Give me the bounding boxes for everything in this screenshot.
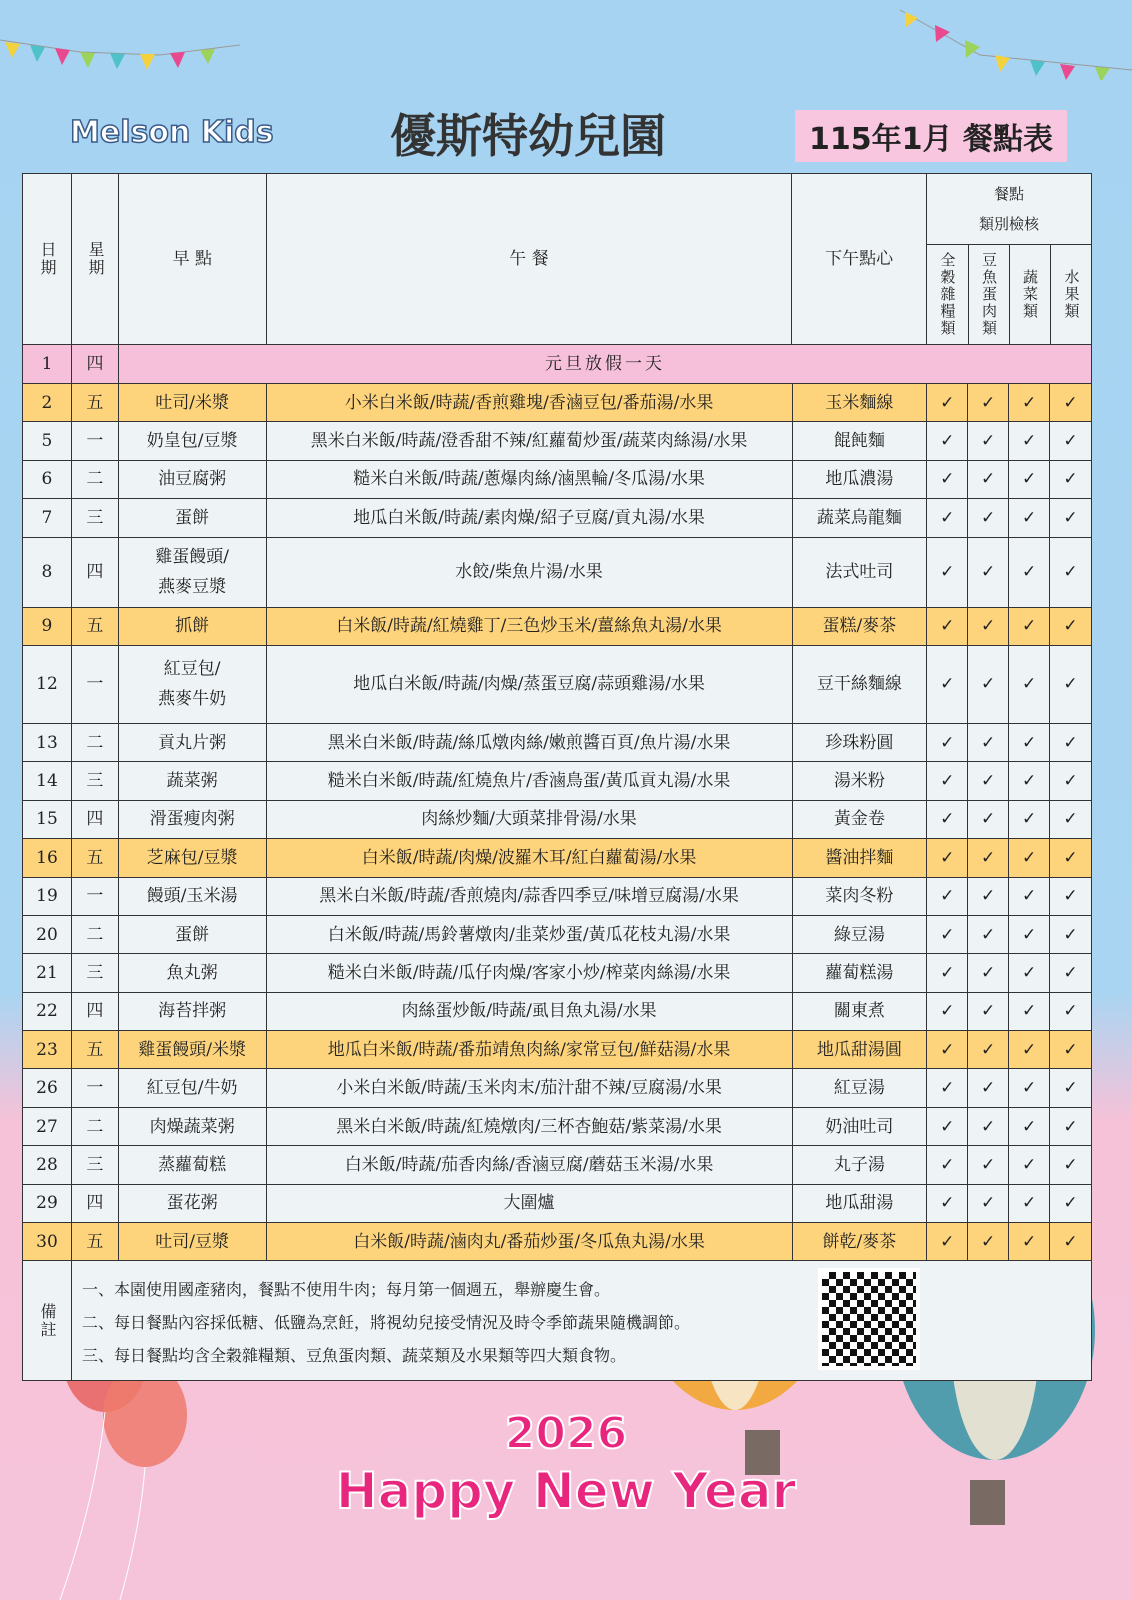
check-mark: ✓ <box>1049 1223 1091 1260</box>
table-row <box>23 838 1091 876</box>
header-weekday: 星期 <box>71 174 118 344</box>
qr-code <box>818 1268 920 1370</box>
header-vegetables: 蔬菜類 <box>1009 245 1050 344</box>
date-cell: 30 <box>36 1231 58 1252</box>
check-mark: ✓ <box>1008 1146 1049 1183</box>
lunch-cell: 糙米白米飯/時蔬/蔥爆肉絲/滷黑輪/冬瓜湯/水果 <box>266 461 792 498</box>
table-row <box>23 1107 1091 1145</box>
check-mark: ✓ <box>1008 1031 1049 1068</box>
lunch-cell: 黑米白米飯/時蔬/香煎燒肉/蒜香四季豆/味增豆腐湯/水果 <box>266 878 792 915</box>
check-mark: ✓ <box>926 1223 967 1260</box>
snack-cell: 地瓜濃湯 <box>792 461 927 498</box>
remark-line: 二、每日餐點內容採低糖、低鹽為烹飪，將視幼兒接受情況及時令季節蔬果隨機調節。 <box>82 1313 691 1333</box>
breakfast-cell: 蛋花粥 <box>118 1185 266 1222</box>
snack-cell: 蘿蔔糕湯 <box>792 954 927 991</box>
lunch-cell: 糙米白米飯/時蔬/瓜仔肉燥/客家小炒/榨菜肉絲湯/水果 <box>266 954 792 991</box>
weekday-cell: 三 <box>71 1146 118 1183</box>
snack-cell: 湯米粉 <box>792 762 927 799</box>
table-row <box>23 1222 1091 1260</box>
breakfast-cell: 蛋餅 <box>118 916 266 953</box>
breakfast-cell: 雞蛋饅頭/米漿 <box>118 1031 266 1068</box>
check-mark: ✓ <box>1008 839 1049 876</box>
weekday-cell: 二 <box>71 1108 118 1145</box>
lunch-cell: 肉絲蛋炒飯/時蔬/虱目魚丸湯/水果 <box>266 993 792 1030</box>
snack-cell: 丸子湯 <box>792 1146 927 1183</box>
check-mark: ✓ <box>926 461 967 498</box>
snack-cell: 綠豆湯 <box>792 916 927 953</box>
footer-year: 2026 <box>504 1408 628 1459</box>
table-row <box>23 645 1091 723</box>
check-title-1: 餐點 <box>994 185 1025 203</box>
date-cell: 15 <box>36 809 58 830</box>
table-row <box>23 761 1091 799</box>
breakfast-cell: 蒸蘿蔔糕 <box>118 1146 266 1183</box>
check-mark: ✓ <box>926 1069 967 1106</box>
check-mark: ✓ <box>1008 499 1049 536</box>
weekday-cell: 四 <box>71 801 118 838</box>
date-cell: 6 <box>41 469 53 490</box>
check-mark: ✓ <box>1049 993 1091 1030</box>
check-mark: ✓ <box>926 1185 967 1222</box>
check-mark: ✓ <box>1008 916 1049 953</box>
check-mark: ✓ <box>1049 1185 1091 1222</box>
check-mark: ✓ <box>926 1031 967 1068</box>
table-row <box>23 498 1091 536</box>
check-mark: ✓ <box>926 801 967 838</box>
check-mark: ✓ <box>967 724 1008 761</box>
check-mark: ✓ <box>1049 384 1091 421</box>
lunch-cell: 白米飯/時蔬/滷肉丸/番茄炒蛋/冬瓜魚丸湯/水果 <box>266 1223 792 1260</box>
table-row <box>23 992 1091 1030</box>
check-mark: ✓ <box>1049 801 1091 838</box>
breakfast-cell: 海苔拌粥 <box>118 993 266 1030</box>
date-cell: 8 <box>41 562 53 583</box>
check-mark: ✓ <box>1008 384 1049 421</box>
check-mark: ✓ <box>1049 608 1091 645</box>
check-mark: ✓ <box>926 1108 967 1145</box>
table-row-holiday <box>23 344 1091 383</box>
date-cell: 23 <box>36 1039 58 1060</box>
check-mark: ✓ <box>926 422 967 459</box>
table-row <box>23 537 1091 607</box>
table-row <box>23 800 1091 838</box>
weekday-cell: 二 <box>71 461 118 498</box>
snack-cell: 珍珠粉圓 <box>792 724 927 761</box>
check-mark: ✓ <box>1049 724 1091 761</box>
check-mark: ✓ <box>1049 1146 1091 1183</box>
date-cell: 13 <box>36 732 58 753</box>
check-mark: ✓ <box>1049 422 1091 459</box>
weekday-cell: 一 <box>71 646 118 723</box>
weekday-cell: 三 <box>71 954 118 991</box>
weekday-cell: 四 <box>71 345 118 383</box>
table-row <box>23 953 1091 991</box>
table-row <box>23 1068 1091 1106</box>
header-protein: 豆魚蛋肉類 <box>968 245 1009 344</box>
check-mark: ✓ <box>967 499 1008 536</box>
weekday-cell: 五 <box>71 1031 118 1068</box>
breakfast-cell: 奶皇包/豆漿 <box>118 422 266 459</box>
check-mark: ✓ <box>1008 724 1049 761</box>
header-grains: 全穀雜糧類 <box>938 252 957 337</box>
table-row <box>23 460 1091 498</box>
table-row <box>23 723 1091 761</box>
check-mark: ✓ <box>926 724 967 761</box>
weekday-cell: 四 <box>71 993 118 1030</box>
check-mark: ✓ <box>926 954 967 991</box>
check-mark: ✓ <box>1049 916 1091 953</box>
check-mark: ✓ <box>967 646 1008 723</box>
check-mark: ✓ <box>1049 1108 1091 1145</box>
check-mark: ✓ <box>926 762 967 799</box>
check-mark: ✓ <box>967 801 1008 838</box>
check-mark: ✓ <box>967 839 1008 876</box>
table-row <box>23 607 1091 645</box>
check-mark: ✓ <box>926 839 967 876</box>
check-mark: ✓ <box>1008 646 1049 723</box>
holiday-note: 元旦放假一天 <box>118 345 1091 383</box>
remarks-label: 備註 <box>38 1302 57 1339</box>
check-mark: ✓ <box>967 878 1008 915</box>
check-mark: ✓ <box>1008 1185 1049 1222</box>
snack-cell: 黃金卷 <box>792 801 927 838</box>
check-mark: ✓ <box>1008 1223 1049 1260</box>
date-cell: 20 <box>36 924 58 945</box>
breakfast-cell: 肉燥蔬菜粥 <box>118 1108 266 1145</box>
remarks <box>23 1260 1091 1380</box>
snack-cell: 奶油吐司 <box>792 1108 927 1145</box>
date-cell: 5 <box>41 431 53 452</box>
date-cell: 1 <box>41 354 53 374</box>
check-mark: ✓ <box>967 608 1008 645</box>
remarks-lines <box>71 1261 1091 1380</box>
check-mark: ✓ <box>1049 538 1091 607</box>
school-name: 優斯特幼兒園 <box>390 109 666 163</box>
lunch-cell: 白米飯/時蔬/馬鈴薯燉肉/韭菜炒蛋/黃瓜花枝丸湯/水果 <box>266 916 792 953</box>
date-cell: 16 <box>36 847 58 868</box>
lunch-cell: 小米白米飯/時蔬/香煎雞塊/香滷豆包/番茄湯/水果 <box>266 384 792 421</box>
lunch-cell: 小米白米飯/時蔬/玉米肉末/茄汁甜不辣/豆腐湯/水果 <box>266 1069 792 1106</box>
date-cell: 2 <box>41 392 53 413</box>
breakfast-cell: 吐司/米漿 <box>118 384 266 421</box>
snack-cell: 法式吐司 <box>792 538 927 607</box>
date-cell: 19 <box>36 886 58 907</box>
check-mark: ✓ <box>1008 801 1049 838</box>
lunch-cell: 糙米白米飯/時蔬/紅燒魚片/香滷鳥蛋/黃瓜貢丸湯/水果 <box>266 762 792 799</box>
check-mark: ✓ <box>1008 461 1049 498</box>
check-mark: ✓ <box>926 993 967 1030</box>
table-row <box>23 915 1091 953</box>
breakfast-cell: 抓餅 <box>118 608 266 645</box>
logo: Melson Kids <box>70 115 274 150</box>
header-date: 日期 <box>38 241 57 277</box>
snack-cell: 紅豆湯 <box>792 1069 927 1106</box>
header-lunch: 午 餐 <box>266 174 792 344</box>
weekday-cell: 一 <box>71 1069 118 1106</box>
check-mark: ✓ <box>926 646 967 723</box>
date-cell: 21 <box>36 962 58 983</box>
check-mark: ✓ <box>967 1069 1008 1106</box>
snack-cell: 餅乾/麥茶 <box>792 1223 927 1260</box>
date-cell: 27 <box>36 1116 58 1137</box>
check-mark: ✓ <box>926 384 967 421</box>
breakfast-cell: 饅頭/玉米湯 <box>118 878 266 915</box>
date-cell: 7 <box>41 507 53 528</box>
remark-line: 一、本園使用國產豬肉，餐點不使用牛肉；每月第一個週五，舉辦慶生會。 <box>82 1280 611 1300</box>
check-mark: ✓ <box>1049 499 1091 536</box>
lunch-cell: 黑米白米飯/時蔬/絲瓜燉肉絲/嫩煎醬百頁/魚片湯/水果 <box>266 724 792 761</box>
check-mark: ✓ <box>1008 608 1049 645</box>
breakfast-cell: 雞蛋饅頭/ 燕麥豆漿 <box>118 538 266 607</box>
check-mark: ✓ <box>1049 646 1091 723</box>
check-title-2: 類別檢核 <box>979 215 1040 233</box>
breakfast-cell: 紅豆包/ 燕麥牛奶 <box>118 646 266 723</box>
table-row <box>23 877 1091 915</box>
check-mark: ✓ <box>926 499 967 536</box>
check-mark: ✓ <box>926 916 967 953</box>
check-mark: ✓ <box>967 1223 1008 1260</box>
check-mark: ✓ <box>1008 954 1049 991</box>
check-mark: ✓ <box>1049 839 1091 876</box>
check-mark: ✓ <box>967 1031 1008 1068</box>
breakfast-cell: 蔬菜粥 <box>118 762 266 799</box>
check-mark: ✓ <box>967 1108 1008 1145</box>
weekday-cell: 一 <box>71 422 118 459</box>
snack-cell: 地瓜甜湯圓 <box>792 1031 927 1068</box>
breakfast-cell: 油豆腐粥 <box>118 461 266 498</box>
date-cell: 29 <box>36 1193 58 1214</box>
check-mark: ✓ <box>1049 461 1091 498</box>
lunch-cell: 大圍爐 <box>266 1185 792 1222</box>
date-cell: 9 <box>41 616 53 637</box>
check-mark: ✓ <box>967 384 1008 421</box>
snack-cell: 玉米麵線 <box>792 384 927 421</box>
snack-cell: 菜肉冬粉 <box>792 878 927 915</box>
check-mark: ✓ <box>1008 1108 1049 1145</box>
check-mark: ✓ <box>967 1146 1008 1183</box>
date-cell: 28 <box>36 1154 58 1175</box>
weekday-cell: 五 <box>71 1223 118 1260</box>
check-mark: ✓ <box>967 461 1008 498</box>
check-mark: ✓ <box>1008 422 1049 459</box>
weekday-cell: 三 <box>71 762 118 799</box>
check-mark: ✓ <box>967 762 1008 799</box>
check-mark: ✓ <box>1008 538 1049 607</box>
weekday-cell: 二 <box>71 916 118 953</box>
check-mark: ✓ <box>1049 1031 1091 1068</box>
lunch-cell: 白米飯/時蔬/茄香肉絲/香滷豆腐/蘑菇玉米湯/水果 <box>266 1146 792 1183</box>
check-mark: ✓ <box>967 993 1008 1030</box>
snack-cell: 地瓜甜湯 <box>792 1185 927 1222</box>
table-row <box>23 1184 1091 1222</box>
lunch-cell: 黑米白米飯/時蔬/澄香甜不辣/紅蘿蔔炒蛋/蔬菜肉絲湯/水果 <box>266 422 792 459</box>
weekday-cell: 五 <box>71 384 118 421</box>
table-row <box>23 1030 1091 1068</box>
date-cell: 26 <box>36 1078 58 1099</box>
header-snack: 下午點心 <box>791 174 926 344</box>
date-cell: 22 <box>36 1001 58 1022</box>
menu-title: 115年1月 餐點表 <box>795 110 1067 162</box>
snack-cell: 關東煮 <box>792 993 927 1030</box>
bunting-decoration <box>0 0 1132 80</box>
breakfast-cell: 紅豆包/牛奶 <box>118 1069 266 1106</box>
weekday-cell: 三 <box>71 499 118 536</box>
check-mark: ✓ <box>967 954 1008 991</box>
snack-cell: 蔬菜烏龍麵 <box>792 499 927 536</box>
lunch-cell: 黑米白米飯/時蔬/紅燒燉肉/三杯杏鮑菇/紫菜湯/水果 <box>266 1108 792 1145</box>
check-mark: ✓ <box>926 538 967 607</box>
lunch-cell: 地瓜白米飯/時蔬/肉燥/蒸蛋豆腐/蒜頭雞湯/水果 <box>266 646 792 723</box>
weekday-cell: 五 <box>71 839 118 876</box>
check-mark: ✓ <box>967 916 1008 953</box>
check-mark: ✓ <box>1049 878 1091 915</box>
snack-cell: 醬油拌麵 <box>792 839 927 876</box>
snack-cell: 蛋糕/麥茶 <box>792 608 927 645</box>
weekday-cell: 四 <box>71 1185 118 1222</box>
remark-line: 三、每日餐點均含全穀雜糧類、豆魚蛋肉類、蔬菜類及水果類等四大類食物。 <box>82 1346 627 1366</box>
check-mark: ✓ <box>967 422 1008 459</box>
header-breakfast: 早 點 <box>118 174 266 344</box>
lunch-cell: 白米飯/時蔬/紅燒雞丁/三色炒玉米/薑絲魚丸湯/水果 <box>266 608 792 645</box>
lunch-cell: 白米飯/時蔬/肉燥/波羅木耳/紅白蘿蔔湯/水果 <box>266 839 792 876</box>
check-mark: ✓ <box>1008 878 1049 915</box>
check-mark: ✓ <box>1049 1069 1091 1106</box>
lunch-cell: 肉絲炒麵/大頭菜排骨湯/水果 <box>266 801 792 838</box>
breakfast-cell: 魚丸粥 <box>118 954 266 991</box>
table-header <box>23 174 1091 344</box>
lunch-cell: 水餃/柴魚片湯/水果 <box>266 538 792 607</box>
weekday-cell: 四 <box>71 538 118 607</box>
lunch-cell: 地瓜白米飯/時蔬/番茄靖魚肉絲/家常豆包/鮮菇湯/水果 <box>266 1031 792 1068</box>
check-mark: ✓ <box>1008 1069 1049 1106</box>
check-mark: ✓ <box>967 1185 1008 1222</box>
breakfast-cell: 蛋餅 <box>118 499 266 536</box>
check-mark: ✓ <box>1049 762 1091 799</box>
breakfast-cell: 芝麻包/豆漿 <box>118 839 266 876</box>
date-cell: 14 <box>36 771 58 792</box>
table-row <box>23 1145 1091 1183</box>
weekday-cell: 二 <box>71 724 118 761</box>
weekday-cell: 五 <box>71 608 118 645</box>
date-cell: 12 <box>36 674 58 695</box>
snack-cell: 豆干絲麵線 <box>792 646 927 723</box>
check-mark: ✓ <box>926 1146 967 1183</box>
table-row <box>23 383 1091 421</box>
menu-table <box>22 173 1092 1381</box>
check-mark: ✓ <box>926 878 967 915</box>
footer-greeting: Happy New Year <box>335 1462 797 1520</box>
breakfast-cell: 滑蛋瘦肉粥 <box>118 801 266 838</box>
check-mark: ✓ <box>1008 993 1049 1030</box>
table-row <box>23 421 1091 459</box>
check-mark: ✓ <box>1049 954 1091 991</box>
check-mark: ✓ <box>1008 762 1049 799</box>
lunch-cell: 地瓜白米飯/時蔬/素肉燥/紹子豆腐/貢丸湯/水果 <box>266 499 792 536</box>
header-fruit: 水果類 <box>1050 245 1092 344</box>
check-mark: ✓ <box>926 608 967 645</box>
weekday-cell: 一 <box>71 878 118 915</box>
breakfast-cell: 貢丸片粥 <box>118 724 266 761</box>
check-mark: ✓ <box>967 538 1008 607</box>
breakfast-cell: 吐司/豆漿 <box>118 1223 266 1260</box>
header-check <box>926 174 1091 344</box>
snack-cell: 餛飩麵 <box>792 422 927 459</box>
